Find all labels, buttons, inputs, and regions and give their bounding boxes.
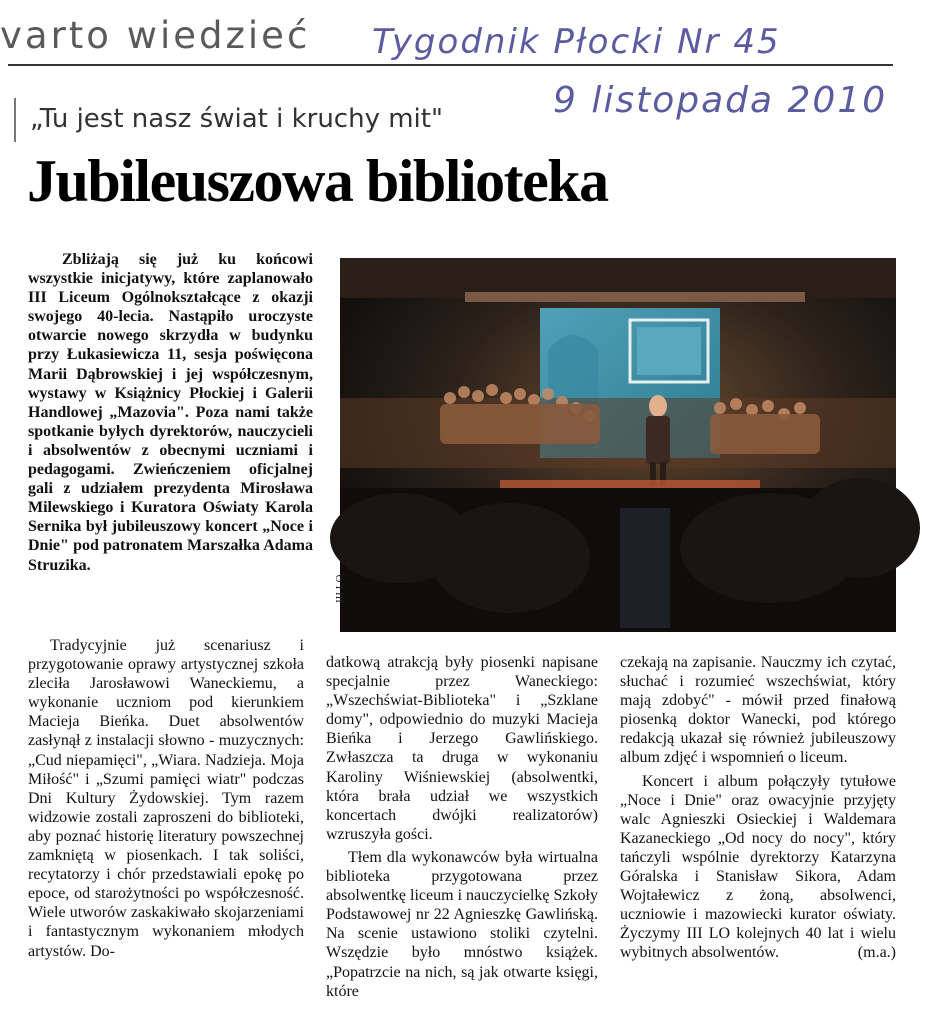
column-2-paragraph-2: Tłem dla wykonawców była wirtualna biblioteka przygotowana przez absolwentkę liceum i nauczycielkę Szkoły Podstawowej nr 22 Agnieszkę Gawlińską. Na scenie ustawiono stoliki czytelni. Wszędzie było mnóstwo książek. „Popatrzcie na nich, są jak otwarte księgi, które xyxy=(326,848,598,1000)
author-signature: (m.a.) xyxy=(857,944,896,962)
photo-credit: III LO xyxy=(334,574,346,603)
column-2-paragraph-1: datkową atrakcją były piosenki napisane specjalnie przez Waneckiego: „Wszechświat-Biblioteka" i „Szklane domy", odpowiednio do muzyki Macieja Bieńka i Jerzego Gawlińskiego. Zwłaszcza ta druga w wykonaniu Karoliny Wiśniewskiej (absolwentki, która brała udział we wszystkich koncertach dwójki realizatorów) wzruszyła gości. xyxy=(326,654,598,843)
handwritten-source-note: Tygodnik Płocki Nr 45 xyxy=(372,22,781,62)
article-headline: Jubileuszowa biblioteka xyxy=(27,148,608,214)
section-label: varto wiedzieć xyxy=(0,14,311,57)
handwritten-date-note: 9 listopada 2010 xyxy=(553,80,888,121)
column-3-paragraph-2-text: Koncert i album połączyły tytułowe „Noce i Dnie" oraz owacyjnie przyjęty walc Agnieszki Osieckiej i Waldemara Kazaneckiego „Od nocy do nocy", który tańczyli wspólnie dyrektorzy Katarzyna Góralska i Stanisław Sikora, Adam Wojtałewicz z żoną, absolwenci, uczniowie i mazowiecki kurator oświaty. Życzymy III LO kolejnych 40 lat i wielu wybitnych absolwentów. xyxy=(620,772,896,962)
lead-paragraph: Zbliżają się już ku końcowi wszystkie inicjatywy, które zaplanowało III Liceum Ogólnokształcące z okazji swojego 40-lecia. Nastąpiło uroczyste otwarcie nowego skrzydła w budynku przy Łukasiewicza 11, sesja poświęcona Marii Dąbrowskiej i jej współczesnym, wystawy w Książnicy Płockiej i Galerii Handlowej „Mazovia". Poza nami także spotkanie byłych dyrektorów, nauczycieli i absolwentów z obecnymi uczniami i pedagogami. Zwieńczeniem oficjalnej gali z udziałem prezydenta Mirosława Milewskiego i Kuratora Oświaty Karola Sernika był jubileuszowy koncert „Noce i Dnie" pod patronatem Marszałka Adama Struzika. xyxy=(28,251,313,574)
column-3-paragraph-2 xyxy=(620,772,896,963)
column-3-paragraph-1: czekają na zapisanie. Nauczmy ich czytać, słuchać i rozumieć wszechświat, który mają zdobyć" - mówił przed finałową piosenką doktor Wanecki, pod którego redakcją ukazał się również jubileuszowy album zdjęć i wspomnień o liceum. xyxy=(620,654,896,767)
kicker-bar xyxy=(14,98,16,142)
article-column-3 xyxy=(620,653,896,963)
article-lead xyxy=(28,250,313,575)
article-column-1 xyxy=(28,636,304,961)
column-1-paragraph: Tradycyjnie już scenariusz i przygotowanie oprawy artystycznej szkoła zleciła Jarosławowi Waneckiemu, a wykonanie uczniom pod kierunkiem Macieja Bieńka. Duet absolwentów zasłynął z instalacji słowno - muzycznych: „Cud niepamięci", „Wiara. Nadzieja. Moja Miłość" i „Szumi pamięci wiatr" podczas Dni Kultury Żydowskiej. Tym razem widzowie zostali zaproszeni do biblioteki, aby poznać historię literatury powszechnej zamkniętą w piosenkach. I tak soliści, recytatorzy i chór przedstawiali epokę po epoce, od starożytności po współczesność. Wiele utworów zaskakiwało skojarzeniami i fantastycznym wykonaniem młodych artystów. Do- xyxy=(28,637,304,960)
concert-photo-image xyxy=(340,258,896,632)
concert-photo xyxy=(334,258,896,632)
article-kicker: „Tu jest nasz świat i kruchy mit" xyxy=(30,104,443,134)
header-rule xyxy=(8,64,893,66)
article-column-2 xyxy=(326,653,598,1001)
